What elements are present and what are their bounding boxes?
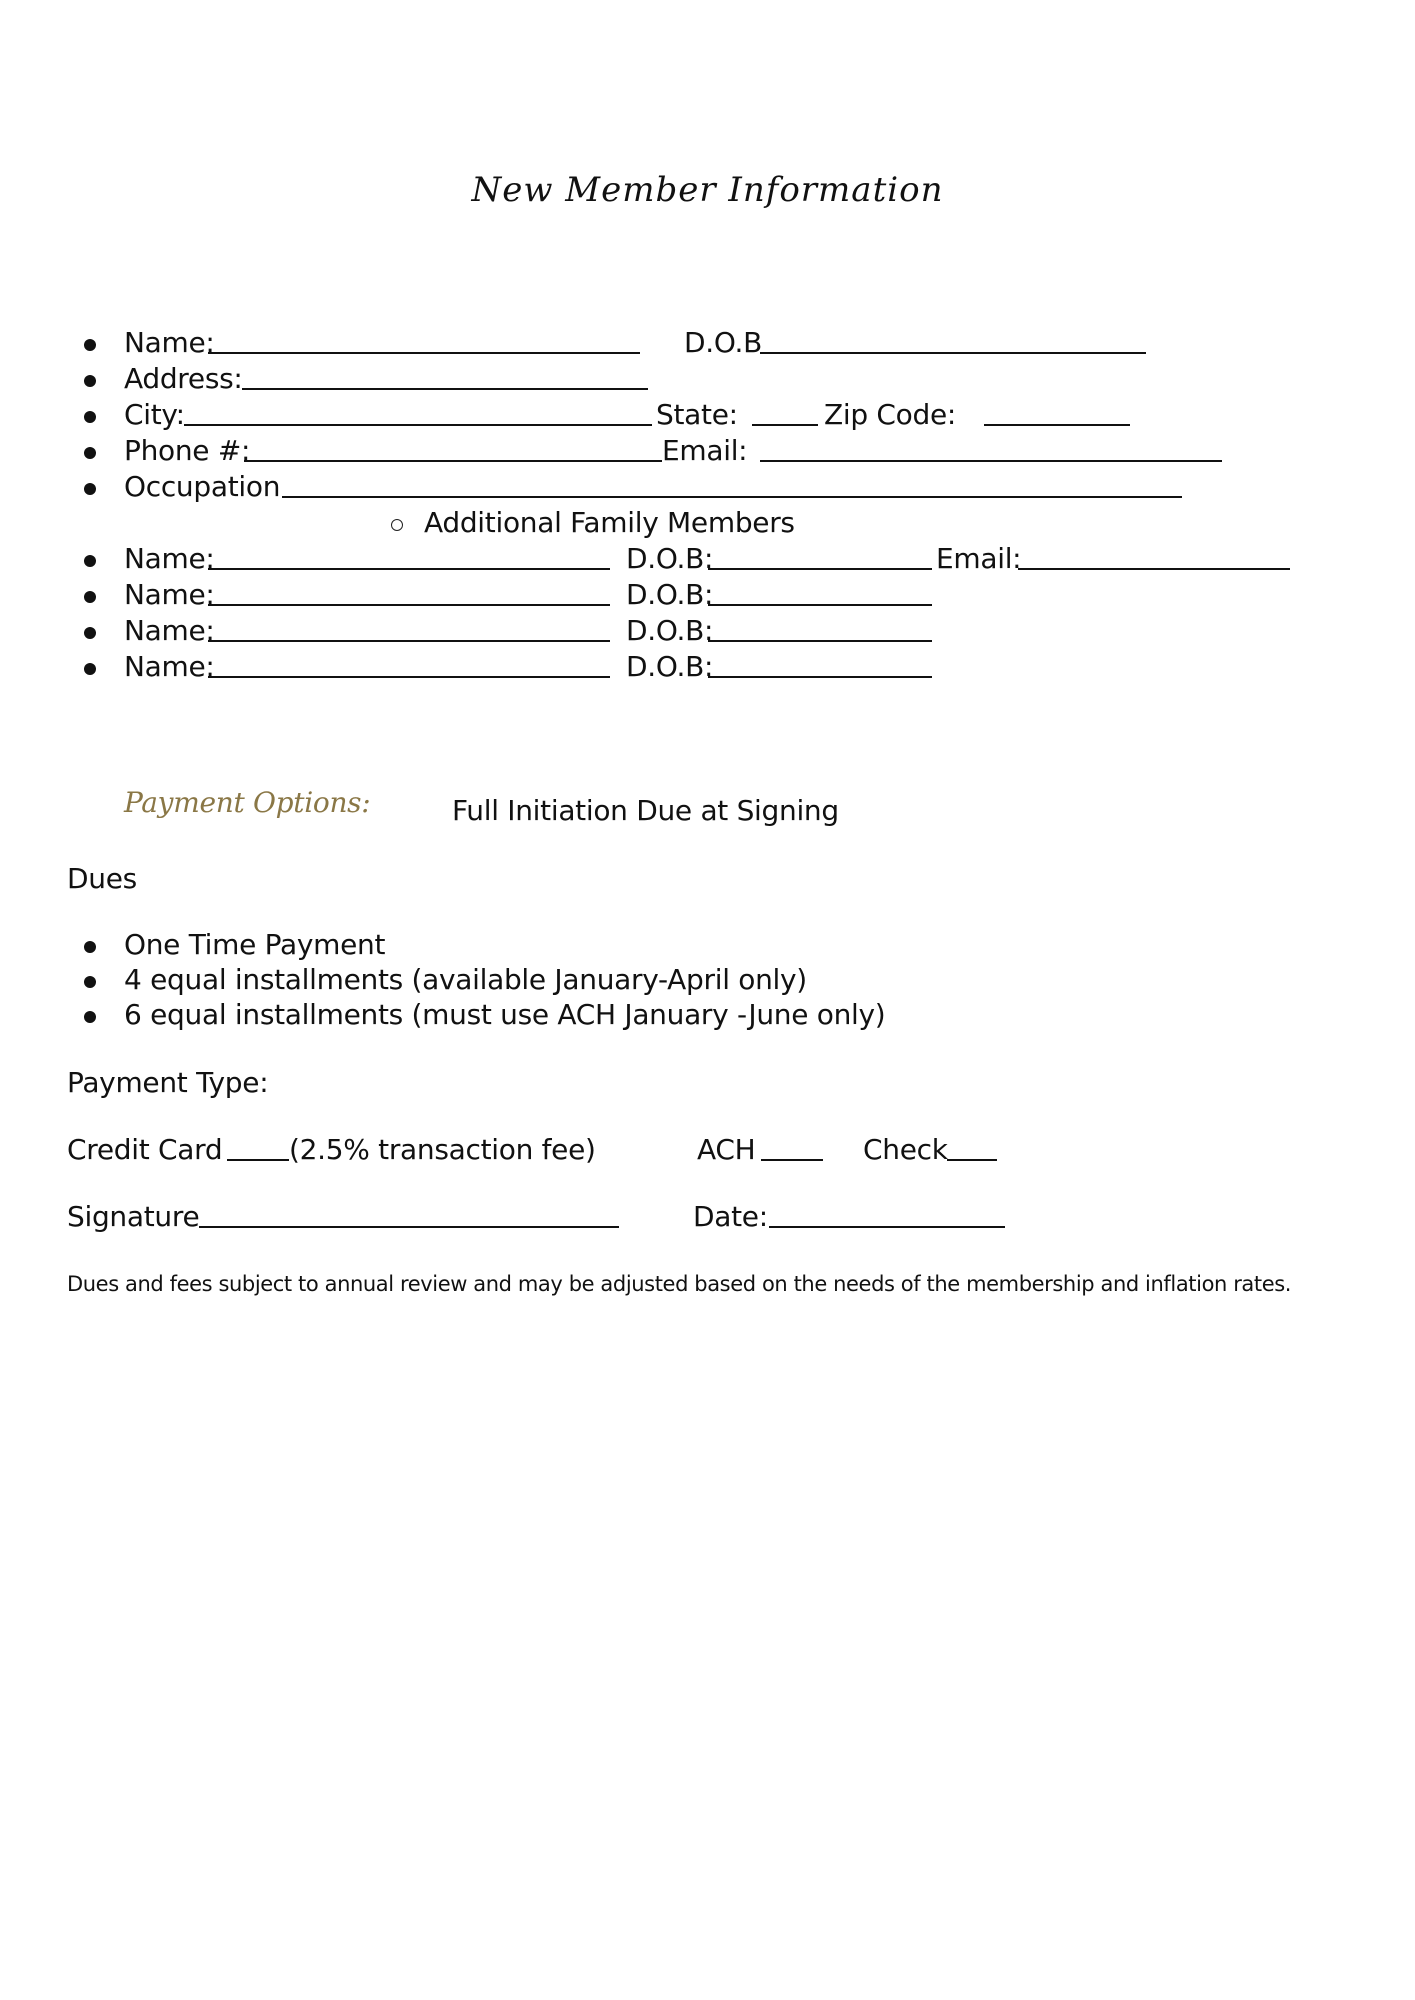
family-row [84, 614, 1334, 648]
dob-label: D.O.B [684, 326, 762, 359]
signature-row [67, 1200, 1067, 1234]
bullet-icon [84, 941, 96, 953]
bullet-icon [84, 591, 96, 603]
bullet-icon [84, 411, 96, 423]
city-label: City: [124, 398, 185, 431]
family-heading: Additional Family Members [424, 506, 795, 539]
credit-card-field[interactable] [227, 1133, 289, 1161]
family-name-field[interactable] [208, 614, 610, 642]
dues-label: Dues [67, 862, 137, 895]
occupation-field[interactable] [282, 470, 1182, 498]
family-row [84, 578, 1334, 612]
family-name-field[interactable] [208, 542, 610, 570]
ach-field[interactable] [761, 1133, 823, 1161]
family-dob-label: D.O.B: [626, 614, 714, 647]
dues-option-label: 4 equal installments (available January-April only) [124, 963, 807, 996]
family-name-label: Name: [124, 650, 215, 683]
name-label: Name: [124, 326, 215, 359]
zip-field[interactable] [984, 398, 1130, 426]
family-dob-field[interactable] [708, 650, 932, 678]
family-name-label: Name: [124, 542, 215, 575]
check-field[interactable] [947, 1133, 997, 1161]
family-dob-field[interactable] [708, 542, 932, 570]
dues-option [84, 928, 1084, 962]
family-row [84, 542, 1334, 576]
bullet-icon [84, 976, 96, 988]
member-phone-row [84, 434, 1284, 468]
zip-label: Zip Code: [824, 398, 957, 431]
occupation-label: Occupation [124, 470, 281, 503]
bullet-icon [84, 447, 96, 459]
credit-card-label: Credit Card [67, 1133, 223, 1166]
dues-option [84, 963, 1084, 997]
city-field[interactable] [184, 398, 652, 426]
dues-option-label: 6 equal installments (must use ACH January -June only) [124, 998, 886, 1031]
dues-option-label: One Time Payment [124, 928, 386, 961]
family-email-field[interactable] [1018, 542, 1290, 570]
state-label: State: [656, 398, 738, 431]
signature-label: Signature [67, 1200, 200, 1233]
dues-option [84, 998, 1084, 1032]
state-field[interactable] [752, 398, 818, 426]
member-name-row [84, 326, 1284, 360]
credit-card-note: (2.5% transaction fee) [289, 1133, 596, 1166]
family-name-label: Name: [124, 578, 215, 611]
form-title: New Member Information [471, 170, 944, 210]
member-address-row [84, 362, 1284, 396]
family-name-label: Name: [124, 614, 215, 647]
phone-label: Phone #: [124, 434, 251, 467]
bullet-icon [84, 627, 96, 639]
payment-type-row [67, 1133, 1067, 1167]
family-dob-label: D.O.B: [626, 578, 714, 611]
date-field[interactable] [769, 1200, 1005, 1228]
family-heading-row [84, 506, 1284, 540]
family-name-field[interactable] [208, 578, 610, 606]
bullet-icon [84, 339, 96, 351]
member-city-row [84, 398, 1284, 432]
member-occupation-row [84, 470, 1284, 504]
family-dob-label: D.O.B: [626, 650, 714, 683]
initiation-text: Full Initiation Due at Signing [452, 794, 839, 827]
family-dob-label: D.O.B: [626, 542, 714, 575]
address-label: Address: [124, 362, 243, 395]
family-dob-field[interactable] [708, 578, 932, 606]
footnote: Dues and fees subject to annual review and may be adjusted based on the needs of the membership and inflation rates. [67, 1272, 1292, 1296]
check-label: Check [863, 1133, 948, 1166]
email-label: Email: [662, 434, 748, 467]
family-dob-field[interactable] [708, 614, 932, 642]
name-field[interactable] [208, 326, 640, 354]
payment-options-heading: Payment Options: [124, 786, 371, 819]
family-row [84, 650, 1334, 684]
family-name-field[interactable] [208, 650, 610, 678]
date-label: Date: [693, 1200, 768, 1233]
bullet-icon [84, 663, 96, 675]
bullet-icon [84, 1011, 96, 1023]
signature-field[interactable] [199, 1200, 619, 1228]
hollow-bullet-icon [391, 519, 403, 531]
payment-type-label: Payment Type: [67, 1066, 269, 1099]
bullet-icon [84, 375, 96, 387]
family-email-label: Email: [936, 542, 1022, 575]
phone-field[interactable] [244, 434, 662, 462]
email-field[interactable] [760, 434, 1222, 462]
ach-label: ACH [697, 1133, 756, 1166]
address-field[interactable] [242, 362, 648, 390]
bullet-icon [84, 555, 96, 567]
dob-field[interactable] [760, 326, 1146, 354]
bullet-icon [84, 483, 96, 495]
